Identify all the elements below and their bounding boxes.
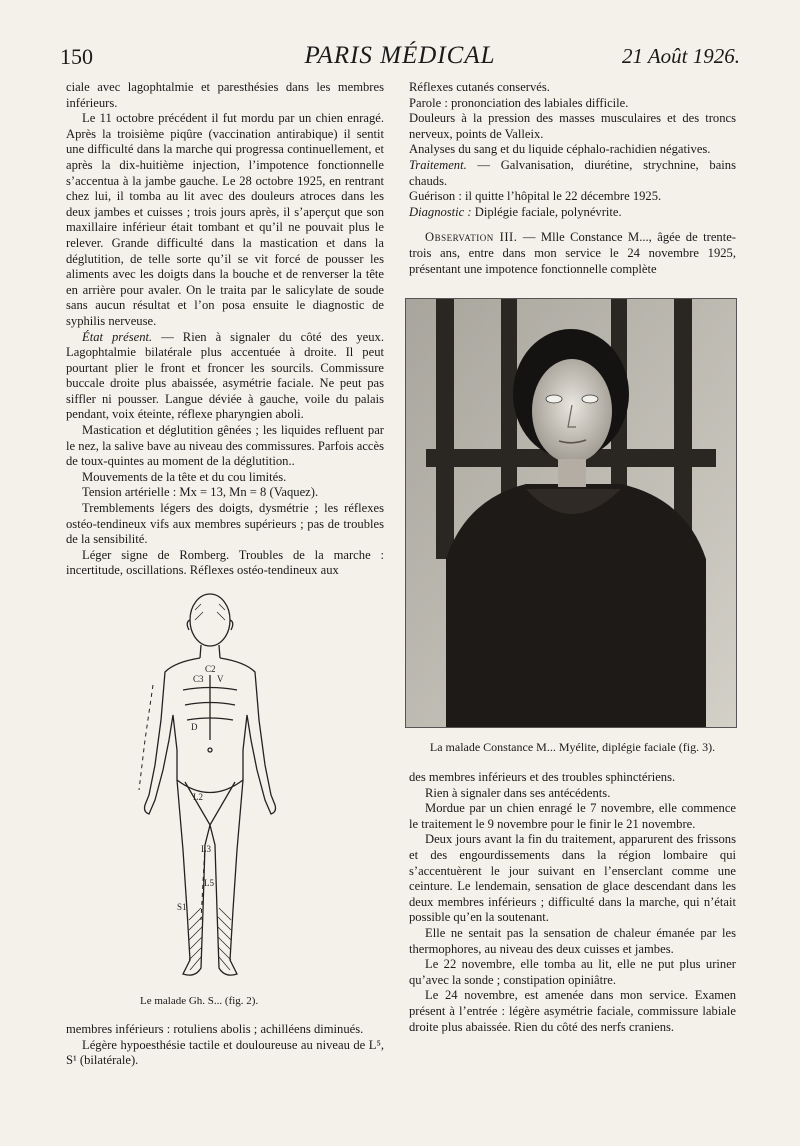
section-label: État présent. (82, 329, 153, 344)
paragraph: Mouvements de la tête et du cou limités. (82, 469, 287, 484)
dermatome-label: S1 (177, 902, 187, 912)
section-label: Observation III. (425, 230, 518, 245)
paragraph: Guérison : il quitte l’hôpital le 22 décembre 1925. (409, 189, 662, 204)
paragraph-text: — Rien à signaler du côté des yeux. Lagophtalmie bilatérale plus accentuée à droite. Il peut pourtant plier le front et froncer les sourcils. Commissure buccale droite plus abaissée, asymétrie faciale. Ne peut pas siffler ni pousser. Langue déviée à gauche, voile du palais pendant, voix éteinte, réflexe pharyngien aboli. (66, 329, 385, 422)
paragraph: des membres inférieurs et des troubles sphinctériens. (409, 770, 676, 784)
body-diagram-figure (105, 590, 315, 990)
paragraph: Mordue par un chien enragé le 7 novembre, elle commence le traitement le 9 novembre pour le finir le 21 novembre. (409, 801, 736, 831)
left-column-bottom (66, 1022, 384, 1069)
section-label: Diagnostic : (409, 204, 472, 219)
paragraph: Tremblements légers des doigts, dysmétrie ; les réflexes ostéo-tendineux vifs aux membres supérieurs ; pas de troubles de la sensibilité. (66, 501, 384, 547)
right-column-top (409, 80, 736, 277)
paragraph: ciale avec lagophtalmie et paresthésies dans les membres inférieurs. (66, 80, 384, 110)
paragraph: Tension artérielle : Mx = 13, Mn = 8 (Vaquez). (82, 485, 319, 500)
paragraph-text: — Mlle Constance M..., âgée de trente-trois ans, entre dans mon service le 24 novembre 1925, présentant une impotence fonctionnelle complète (409, 230, 736, 276)
page-number: 150 (60, 44, 93, 69)
body-outline-drawing (105, 590, 315, 990)
paragraph: Deux jours avant la fin du traitement, apparurent des frissons et des engourdissements dans la région lombaire qui s’accentuèrent le jour suivant en l’enserclant comme une ceinture. Le lendemain, sensation de glace descendant dans les deux membres inférieurs ; difficulté dans la marche, qui n’était possible qu’en la soutenant. (409, 832, 736, 925)
paragraph: Légère hypoesthésie tactile et douloureuse au niveau de L⁵, S¹ (bilatérale). (66, 1037, 384, 1068)
paragraph: Mastication et déglutition gênées ; les liquides refluent par le nez, la salive bave au niveau des commissures. Parfois accès de toux-quintes au moment de la déglutition.. (66, 423, 384, 469)
patient-photograph (405, 298, 737, 728)
paragraph: Analyses du sang et du liquide céphalo-rachidien négatives. (409, 142, 711, 157)
dermatome-label: L2 (193, 792, 203, 802)
right-column-bottom (409, 770, 736, 1035)
paragraph: Réflexes cutanés conservés. (409, 80, 550, 94)
section-label: Traitement. (409, 157, 467, 172)
left-column-top (66, 80, 384, 579)
dermatome-label: C2 (205, 664, 216, 674)
dermatome-label: V (217, 674, 224, 684)
paragraph: Le 24 novembre, est amenée dans mon service. Examen présent à l’entrée : légère asymétrie faciale, commissure labiale droite plus abaissée. Rien du côté des nerfs craniens. (409, 988, 736, 1034)
paragraph-text: Diplégie faciale, polynévrite. (471, 204, 622, 219)
paragraph: Le 11 octobre précédent il fut mordu par un chien enragé. Après la troisième piqûre (vaccination antirabique) il sentit une difficulté dans la marche qui progressa continuellement, et après la dix-huitième injection, l’impotence fonctionnelle s’accentua à la jambe gauche. Le 28 octobre 1925, en rentrant chez lui, il tomba au lit avec des douleurs atroces dans les deux jambes et cuisses ; trois jours après, il s’aperçut que son maxillaire inférieur était tombant et qu’il ne pouvait plus le relever. Grande difficulté dans la mastication et dans la déglutition, de telle sorte qu’il se vit forcé de pousser les aliments avec les doigts dans la bouche et de renverser la tête en arrière pour avaler. On le traita par le salicylate de soude sans aucun résultat et l’on posa ensuite le diagnostic de syphilis nerveuse. (66, 111, 384, 328)
figure-2-caption: Le malade Gh. S... (fig. 2). (140, 995, 259, 1007)
paragraph-text: — Galvanisation, diurétine, strychnine, bains chauds. (409, 157, 736, 188)
page-header (60, 40, 740, 74)
issue-date: 21 Août 1926. (621, 44, 740, 68)
dermatome-label: L3 (201, 844, 211, 854)
paragraph: Le 22 novembre, elle tomba au lit, elle ne put plus uriner qu’avec la sonde ; constipation opiniâtre. (409, 957, 736, 987)
photo-rendering (406, 299, 736, 727)
paragraph (409, 230, 736, 277)
paragraph: Rien à signaler dans ses antécédents. (425, 785, 611, 800)
dermatome-label: C3 (193, 674, 204, 684)
dermatome-label: L5 (204, 878, 214, 888)
paragraph: membres inférieurs : rotuliens abolis ; achilléens diminués. (66, 1022, 364, 1036)
paragraph (409, 158, 736, 189)
dermatome-label: D (191, 722, 198, 732)
paragraph (66, 330, 384, 424)
paragraph: Douleurs à la pression des masses musculaires et des troncs nerveux, points de Valleix. (409, 111, 736, 141)
figure-3-caption: La malade Constance M... Myélite, diplégie faciale (fig. 3). (429, 740, 716, 754)
journal-title: PARIS MÉDICAL (304, 42, 496, 69)
paragraph: Parole : prononciation des labiales difficile. (409, 95, 629, 110)
paragraph: Léger signe de Romberg. Troubles de la marche : incertitude, oscillations. Réflexes ostéo-tendineux aux (66, 547, 384, 578)
paragraph: Elle ne sentait pas la sensation de chaleur émanée par les thermophores, au niveau des deux cuisses et jambes. (409, 925, 736, 956)
paragraph (409, 205, 736, 221)
